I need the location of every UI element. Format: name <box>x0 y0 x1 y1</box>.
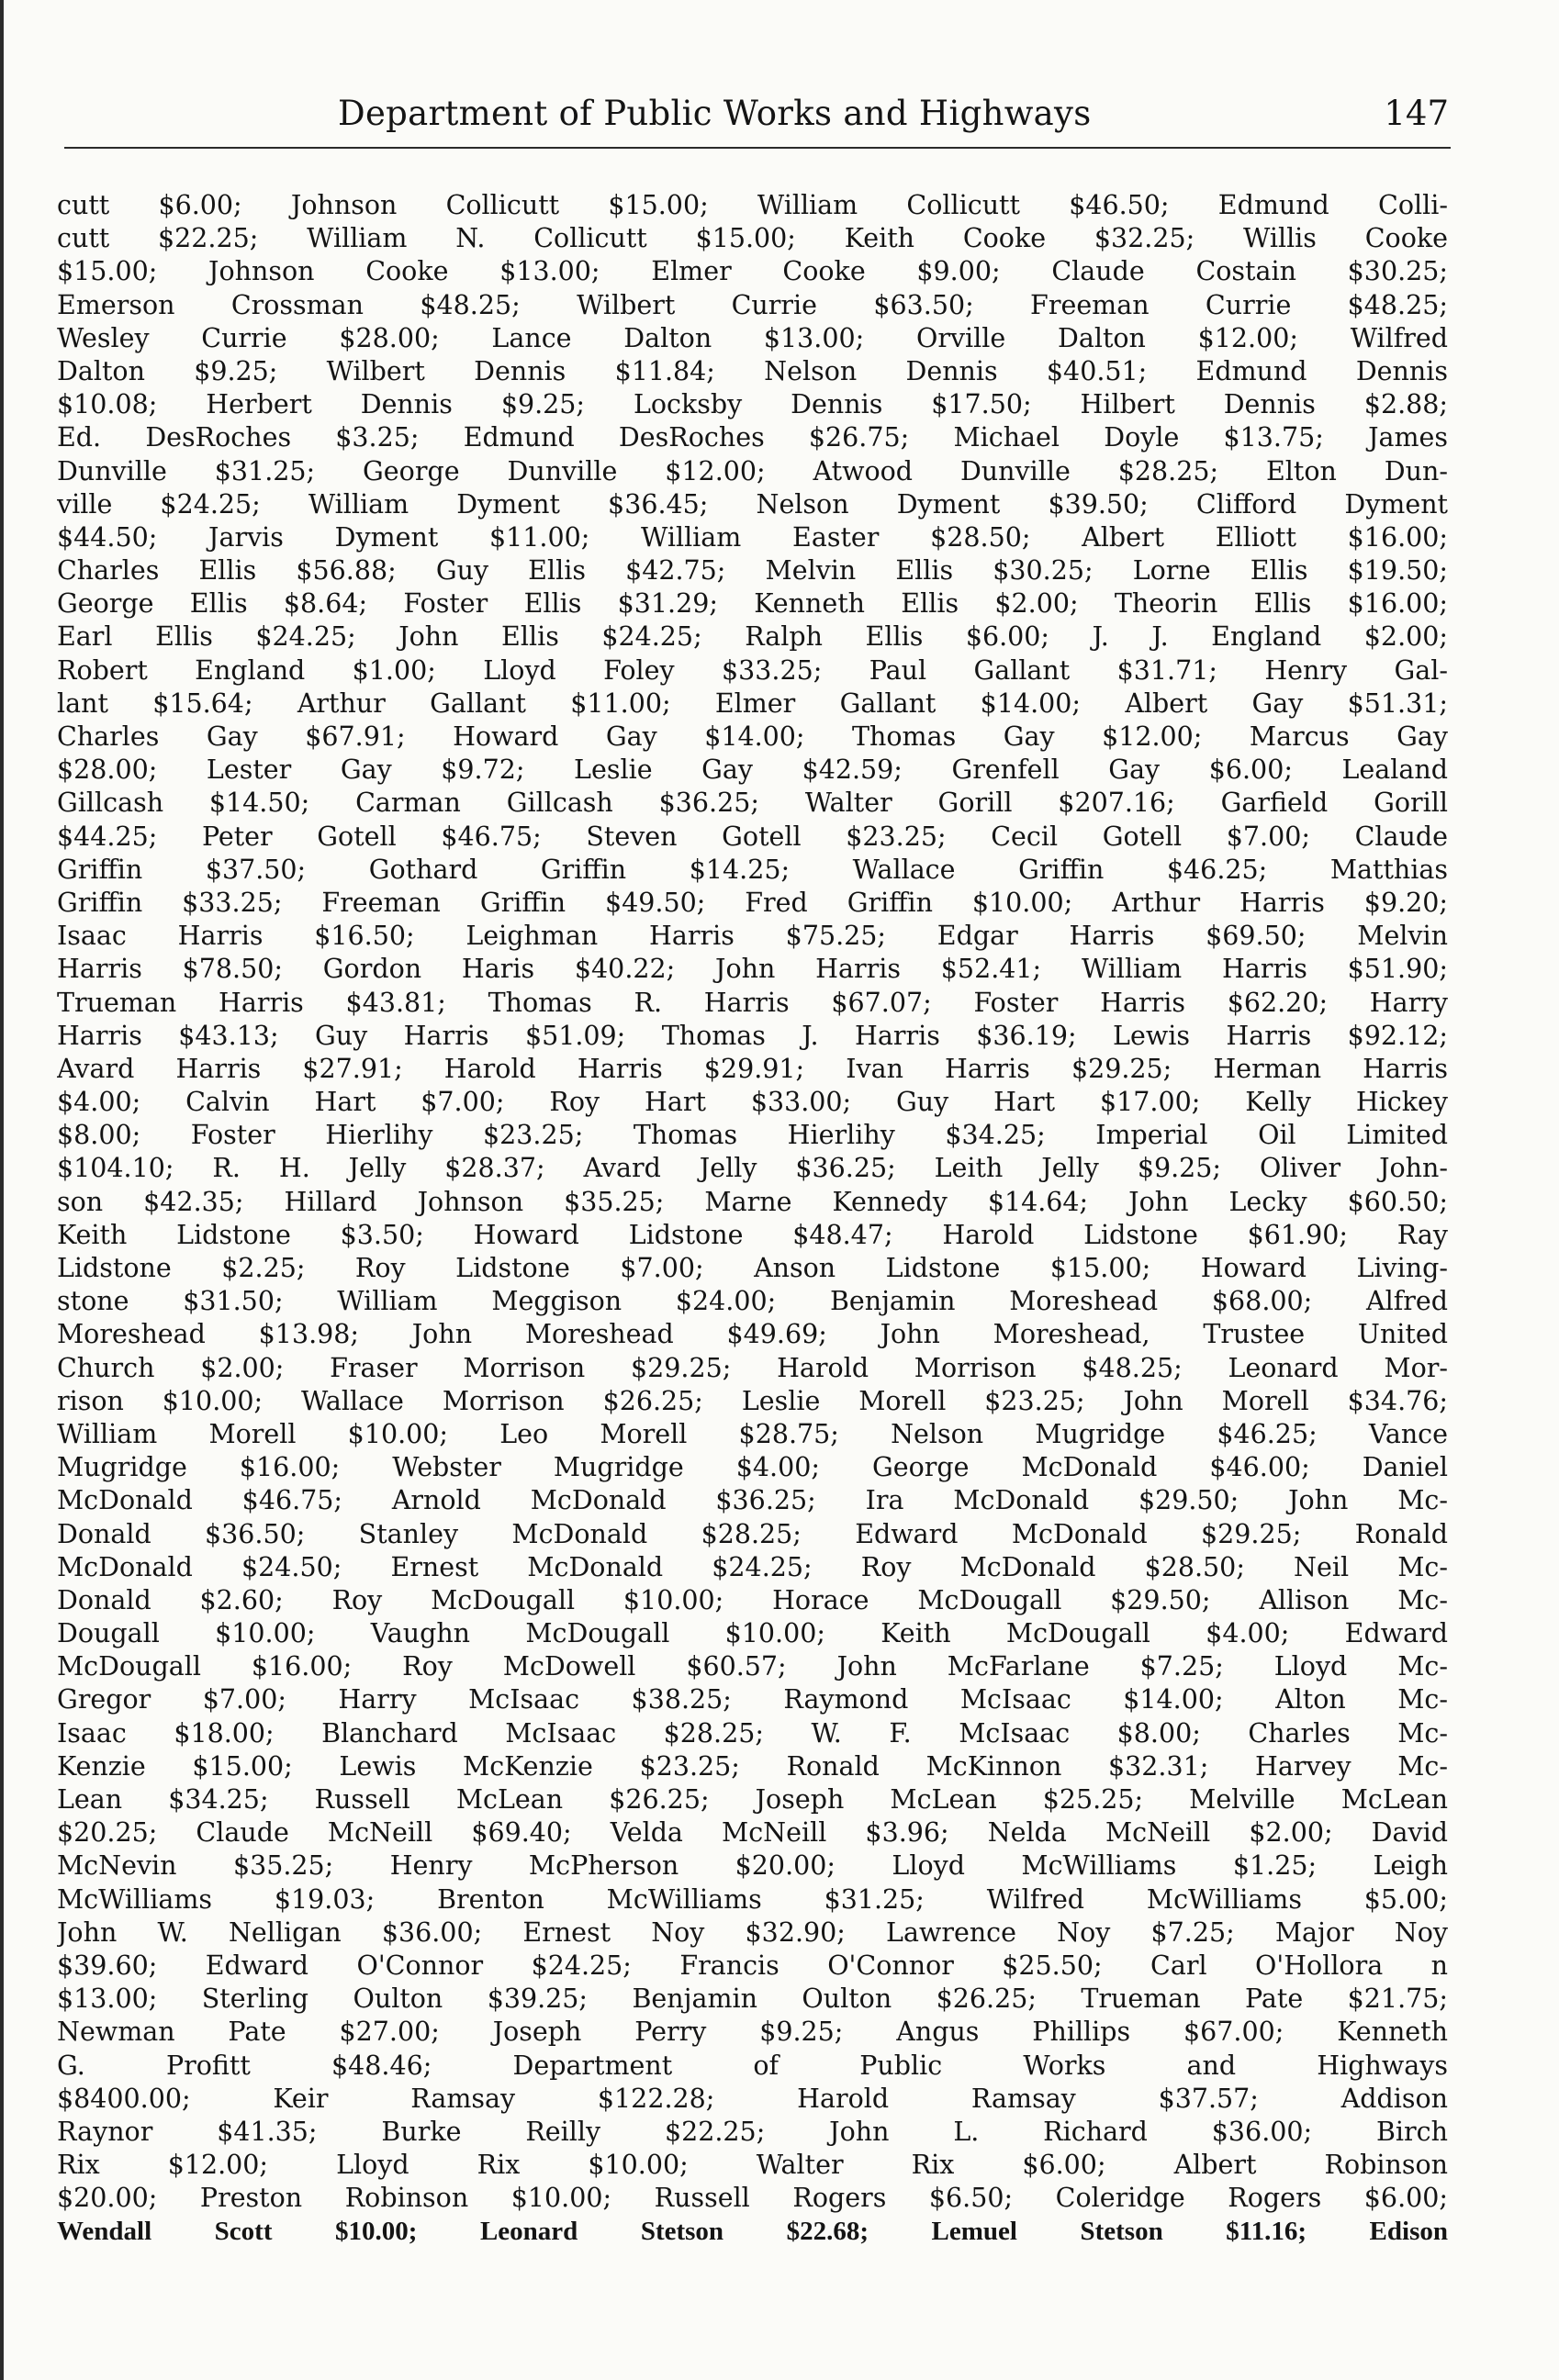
text-line: Isaac $18.00; Blanchard McIsaac $28.25; W. F. McIsaac $8.00; Charles Mc- <box>57 1717 1448 1749</box>
text-line: cutt $22.25; William N. Collicutt $15.00; Keith Cooke $32.25; Willis Cooke <box>57 223 1448 254</box>
text-line: William Morell $10.00; Leo Morell $28.75; Nelson Mugridge $46.25; Vance <box>57 1418 1448 1449</box>
text-line: Avard Harris $27.91; Harold Harris $29.91; Ivan Harris $29.25; Herman Harris <box>57 1053 1448 1084</box>
text-line: $8.00; Foster Hierlihy $23.25; Thomas Hierlihy $34.25; Imperial Oil Limited <box>57 1120 1448 1151</box>
text-line: rison $10.00; Wallace Morrison $26.25; Leslie Morell $23.25; John Morell $34.76; <box>57 1385 1448 1416</box>
text-line: $44.50; Jarvis Dyment $11.00; William Easter $28.50; Albert Elliott $16.00; <box>57 521 1448 553</box>
text-line: Harris $78.50; Gordon Haris $40.22; John Harris $52.41; William Harris $51.90; <box>57 954 1448 985</box>
page-header <box>0 94 1559 149</box>
text-line: $20.00; Preston Robinson $10.00; Russell Rogers $6.50; Coleridge Rogers $6.00; <box>57 2183 1448 2214</box>
text-line: Keith Lidstone $3.50; Howard Lidstone $48.47; Harold Lidstone $61.90; Ray <box>57 1219 1448 1250</box>
text-line: McDougall $16.00; Roy McDowell $60.57; John McFarlane $7.25; Lloyd Mc- <box>57 1651 1448 1682</box>
text-line: Gillcash $14.50; Carman Gillcash $36.25; Walter Gorill $207.16; Garfield Gorill <box>57 788 1448 819</box>
text-line: McDonald $46.75; Arnold McDonald $36.25; Ira McDonald $29.50; John Mc- <box>57 1485 1448 1516</box>
running-head-title: Department of Public Works and Highways <box>338 94 1092 133</box>
text-line: stone $31.50; William Meggison $24.00; Benjamin Moreshead $68.00; Alfred <box>57 1286 1448 1317</box>
text-line: Trueman Harris $43.81; Thomas R. Harris $67.07; Foster Harris $62.20; Harry <box>57 987 1448 1018</box>
text-line: Ed. DesRoches $3.25; Edmund DesRoches $26.75; Michael Doyle $13.75; James <box>57 422 1448 453</box>
text-line: $15.00; Johnson Cooke $13.00; Elmer Cooke $9.00; Claude Costain $30.25; <box>57 256 1448 287</box>
body-text <box>57 189 1448 2249</box>
text-line: $4.00; Calvin Hart $7.00; Roy Hart $33.00; Guy Hart $17.00; Kelly Hickey <box>57 1087 1448 1118</box>
text-line: Mugridge $16.00; Webster Mugridge $4.00; George McDonald $46.00; Daniel <box>57 1452 1448 1483</box>
text-line: Kenzie $15.00; Lewis McKenzie $23.25; Ronald McKinnon $32.31; Harvey Mc- <box>57 1750 1448 1782</box>
text-line: Griffin $37.50; Gothard Griffin $14.25; Wallace Griffin $46.25; Matthias <box>57 854 1448 885</box>
text-line: Lean $34.25; Russell McLean $26.25; Joseph McLean $25.25; Melville McLean <box>57 1784 1448 1815</box>
text-line: lant $15.64; Arthur Gallant $11.00; Elmer Gallant $14.00; Albert Gay $51.31; <box>57 687 1448 719</box>
text-line: Dougall $10.00; Vaughn McDougall $10.00; Keith McDougall $4.00; Edward <box>57 1618 1448 1649</box>
text-line: Dunville $31.25; George Dunville $12.00; Atwood Dunville $28.25; Elton Dun- <box>57 455 1448 486</box>
text-line: cutt $6.00; Johnson Collicutt $15.00; William Collicutt $46.50; Edmund Colli- <box>57 190 1448 220</box>
text-line: G. Profitt $48.46; Department of Public Works and Highways <box>57 2050 1448 2081</box>
text-line: son $42.35; Hillard Johnson $35.25; Marne Kennedy $14.64; John Lecky $60.50; <box>57 1186 1448 1217</box>
scan-edge <box>0 0 4 2380</box>
text-line: $39.60; Edward O'Connor $24.25; Francis O'Connor $25.50; Carl O'Hollora n <box>57 1950 1448 1981</box>
text-line: Rix $12.00; Lloyd Rix $10.00; Walter Rix $6.00; Albert Robinson <box>57 2150 1448 2181</box>
text-line: Newman Pate $27.00; Joseph Perry $9.25; Angus Phillips $67.00; Kenneth <box>57 2017 1448 2048</box>
text-line: $28.00; Lester Gay $9.72; Leslie Gay $42.59; Grenfell Gay $6.00; Lealand <box>57 754 1448 786</box>
text-line: Gregor $7.00; Harry McIsaac $38.25; Raymond McIsaac $14.00; Alton Mc- <box>57 1684 1448 1715</box>
text-line: Emerson Crossman $48.25; Wilbert Currie $63.50; Freeman Currie $48.25; <box>57 289 1448 320</box>
page-number: 147 <box>1384 94 1449 133</box>
text-line: $10.08; Herbert Dennis $9.25; Locksby Dennis $17.50; Hilbert Dennis $2.88; <box>57 389 1448 420</box>
text-line: Harris $43.13; Guy Harris $51.09; Thomas J. Harris $36.19; Lewis Harris $92.12; <box>57 1020 1448 1051</box>
text-line: Lidstone $2.25; Roy Lidstone $7.00; Anson Lidstone $15.00; Howard Living- <box>57 1253 1448 1283</box>
text-line: Raynor $41.35; Burke Reilly $22.25; John L. Richard $36.00; Birch <box>57 2116 1448 2147</box>
text-line: Dalton $9.25; Wilbert Dennis $11.84; Nelson Dennis $40.51; Edmund Dennis <box>57 355 1448 386</box>
text-line: Charles Gay $67.91; Howard Gay $14.00; Thomas Gay $12.00; Marcus Gay <box>57 721 1448 752</box>
text-line: George Ellis $8.64; Foster Ellis $31.29; Kenneth Ellis $2.00; Theorin Ellis $16.00; <box>57 588 1448 620</box>
text-line: Church $2.00; Fraser Morrison $29.25; Harold Morrison $48.25; Leonard Mor- <box>57 1352 1448 1383</box>
text-line: $8400.00; Keir Ramsay $122.28; Harold Ramsay $37.57; Addison <box>57 2083 1448 2114</box>
text-line: Charles Ellis $56.88; Guy Ellis $42.75; Melvin Ellis $30.25; Lorne Ellis $19.50; <box>57 555 1448 587</box>
text-line: Moreshead $13.98; John Moreshead $49.69; John Moreshead, Trustee United <box>57 1319 1448 1350</box>
text-line: Donald $2.60; Roy McDougall $10.00; Horace McDougall $29.50; Allison Mc- <box>57 1584 1448 1615</box>
text-line: McWilliams $19.03; Brenton McWilliams $31.25; Wilfred McWilliams $5.00; <box>57 1883 1448 1915</box>
text-line: Robert England $1.00; Lloyd Foley $33.25; Paul Gallant $31.71; Henry Gal- <box>57 654 1448 686</box>
text-line: $20.25; Claude McNeill $69.40; Velda McNeill $3.96; Nelda McNeill $2.00; David <box>57 1817 1448 1849</box>
text-line: McNevin $35.25; Henry McPherson $20.00; Lloyd McWilliams $1.25; Leigh <box>57 1850 1448 1882</box>
text-line: Griffin $33.25; Freeman Griffin $49.50; Fred Griffin $10.00; Arthur Harris $9.20; <box>57 887 1448 918</box>
header-rule <box>64 147 1451 149</box>
text-line: Earl Ellis $24.25; John Ellis $24.25; Ralph Ellis $6.00; J. J. England $2.00; <box>57 621 1448 653</box>
text-line: Wendall Scott $10.00; Leonard Stetson $22.68; Lemuel Stetson $11.16; Edison <box>57 2217 1448 2247</box>
text-line: Wesley Currie $28.00; Lance Dalton $13.00; Orville Dalton $12.00; Wilfred <box>57 322 1448 353</box>
text-line: McDonald $24.50; Ernest McDonald $24.25; Roy McDonald $28.50; Neil Mc- <box>57 1551 1448 1582</box>
text-line: $13.00; Sterling Oulton $39.25; Benjamin Oulton $26.25; Trueman Pate $21.75; <box>57 1983 1448 2015</box>
text-line: Isaac Harris $16.50; Leighman Harris $75.25; Edgar Harris $69.50; Melvin <box>57 921 1448 952</box>
text-line: $44.25; Peter Gotell $46.75; Steven Gotell $23.25; Cecil Gotell $7.00; Claude <box>57 821 1448 852</box>
text-line: Donald $36.50; Stanley McDonald $28.25; Edward McDonald $29.25; Ronald <box>57 1518 1448 1549</box>
text-line: ville $24.25; William Dyment $36.45; Nelson Dyment $39.50; Clifford Dyment <box>57 488 1448 520</box>
text-line: John W. Nelligan $36.00; Ernest Noy $32.90; Lawrence Noy $7.25; Major Noy <box>57 1916 1448 1948</box>
text-line: $104.10; R. H. Jelly $28.37; Avard Jelly $36.25; Leith Jelly $9.25; Oliver John- <box>57 1153 1448 1184</box>
